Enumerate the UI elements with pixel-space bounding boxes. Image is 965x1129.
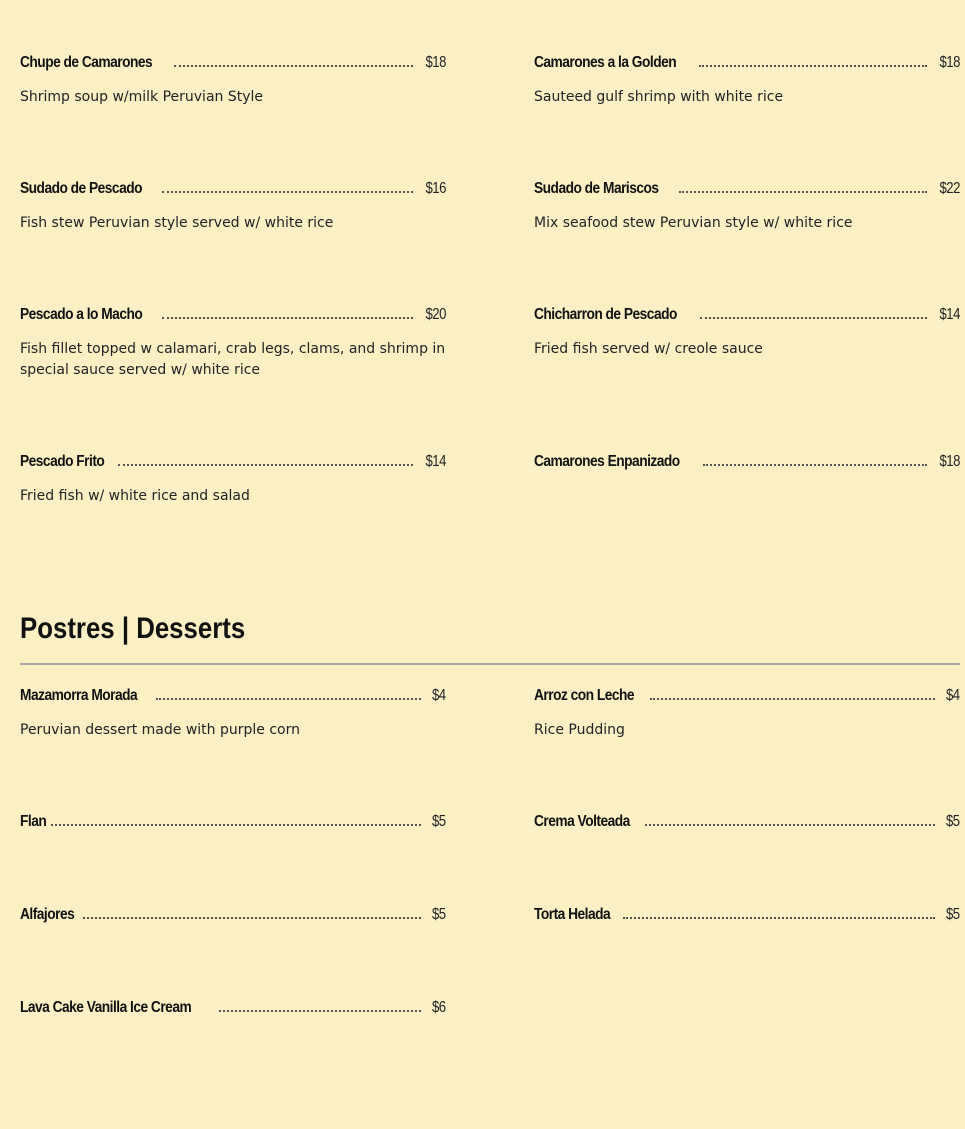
dot-leader [83, 916, 421, 919]
dot-leader [679, 190, 927, 193]
dot-leader [645, 823, 935, 826]
item-name: Torta Helada [534, 906, 611, 923]
item-name: Camarones Enpanizado [534, 453, 680, 470]
item-name: Mazamorra Morada [20, 687, 138, 704]
dot-leader [699, 64, 927, 67]
item-name: Pescado a lo Macho [20, 306, 143, 323]
item-description: Fish stew Peruvian style served w/ white rice [20, 215, 334, 231]
item-price: $14 [425, 453, 446, 470]
desserts-header [20, 612, 282, 646]
menu-item [20, 999, 446, 1049]
item-name: Flan [20, 813, 47, 830]
menu-item [20, 306, 446, 453]
menu-item [20, 813, 446, 906]
menu-item [20, 687, 446, 813]
item-name: Pescado Frito [20, 453, 105, 470]
menu-item [20, 453, 446, 553]
menu-item [534, 54, 960, 180]
item-name: Sudado de Pescado [20, 180, 142, 197]
item-name: Chupe de Camarones [20, 54, 153, 71]
item-price: $5 [946, 813, 960, 830]
item-description: Sauteed gulf shrimp with white rice [534, 89, 784, 105]
dot-leader [703, 463, 927, 466]
item-price: $18 [425, 54, 446, 71]
section-title: Postres | Desserts [20, 612, 246, 645]
item-price: $5 [432, 906, 446, 923]
item-name: Sudado de Mariscos [534, 180, 659, 197]
menu-item [534, 306, 960, 453]
dot-leader [650, 697, 935, 700]
item-price: $18 [939, 54, 960, 71]
item-description: Rice Pudding [534, 722, 625, 738]
item-price: $14 [939, 306, 960, 323]
item-name: Lava Cake Vanilla Ice Cream [20, 999, 192, 1016]
desserts-grid [20, 687, 960, 1049]
item-name: Crema Volteada [534, 813, 630, 830]
item-price: $5 [432, 813, 446, 830]
dot-leader [219, 1009, 421, 1012]
seafood-grid [20, 54, 960, 553]
item-name: Chicharron de Pescado [534, 306, 677, 323]
item-price: $6 [432, 999, 446, 1016]
dot-leader [623, 916, 936, 919]
dot-leader [51, 823, 422, 826]
dot-leader [174, 64, 413, 67]
item-description: Mix seafood stew Peruvian style w/ white rice [534, 215, 853, 231]
dot-leader [162, 316, 413, 319]
item-price: $18 [939, 453, 960, 470]
menu-item [20, 180, 446, 306]
item-price: $5 [946, 906, 960, 923]
item-name: Camarones a la Golden [534, 54, 677, 71]
menu-item [20, 906, 446, 999]
item-price: $4 [432, 687, 446, 704]
menu-item [20, 54, 446, 180]
item-price: $4 [946, 687, 960, 704]
section-divider [20, 663, 960, 665]
menu-item [534, 906, 960, 999]
item-price: $20 [425, 306, 446, 323]
dot-leader [156, 697, 421, 700]
item-description: Peruvian dessert made with purple corn [20, 722, 300, 738]
menu-item [534, 453, 960, 553]
item-price: $16 [425, 180, 446, 197]
item-description: Fried fish served w/ creole sauce [534, 341, 763, 357]
menu-item [534, 180, 960, 306]
item-name: Arroz con Leche [534, 687, 635, 704]
menu-item [534, 687, 960, 813]
dot-leader [118, 463, 413, 466]
item-description: Fried fish w/ white rice and salad [20, 488, 250, 504]
menu-item [534, 813, 960, 906]
dot-leader [700, 316, 927, 319]
item-description: Shrimp soup w/milk Peruvian Style [20, 89, 264, 105]
item-name: Alfajores [20, 906, 75, 923]
item-price: $22 [939, 180, 960, 197]
dot-leader [162, 190, 413, 193]
item-description: Fish fillet topped w calamari, crab legs, clams, and shrimp in special sauce served w/ white rice [20, 341, 446, 378]
